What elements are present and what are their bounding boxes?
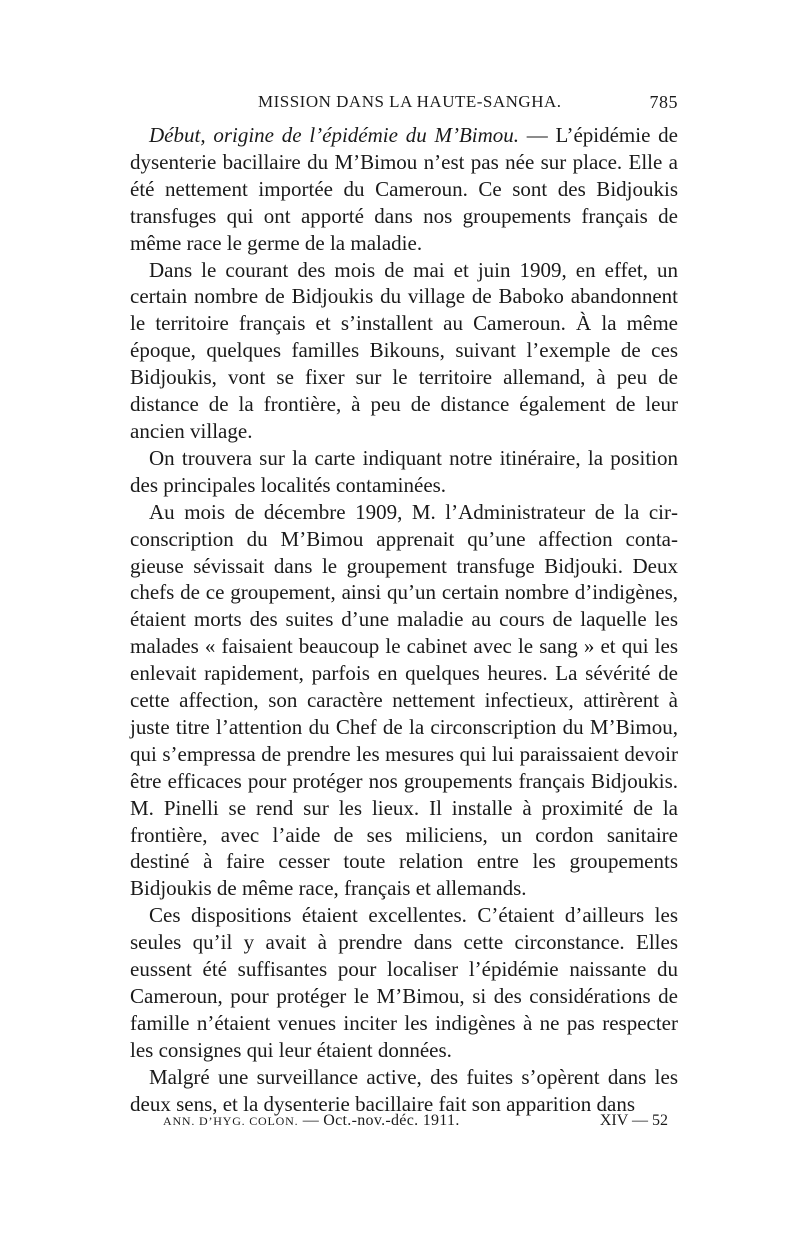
body-text xyxy=(130,122,678,1118)
paragraph: Au mois de décembre 1909, M. l’Administrateur de la circonscription du M’Bimou apprenait qu’une affection contagieuse sévissait dans le groupement transfuge Bidjouki. Deux chefs de ce groupement, ainsi qu’un certain nombre d’indigènes, étaient morts des suites d’une maladie au cours de laquelle les malades « faisaient beaucoup le cabinet avec le sang » et qui les enlevait rapidement, parfois en quelques heures. La sévérité de cette affection, son caractère nettement infectieux, attirèrent à juste titre l’attention du Chef de la circonscription du M’Bimou, qui s’empressa de prendre les mesures qui lui paraissaient devoir être efficaces pour protéger nos groupements français Bidjoukis. M. Pinelli se rend sur les lieux. Il installe à proximité de la frontière, avec l’aide de ses miliciens, un cordon sanitaire destiné à faire cesser toute relation entre les groupements Bidjoukis de même race, français et allemands. xyxy=(130,499,678,901)
document-page xyxy=(130,92,678,1118)
running-title: MISSION DANS LA HAUTE-SANGHA. xyxy=(258,92,562,111)
paragraph: Ces dispositions étaient excellentes. C’étaient d’ailleurs les seules qu’il y avait à prendre dans cette circonstance. Elles eussent été suffisantes pour localiser l’épidémie naissante du Cameroun, pour protéger le M’Bimou, si des considérations de famille n’étaient venues inciter les indigènes à ne pas respecter les consignes qui leur étaient données. xyxy=(130,903,678,1062)
paragraph: On trouvera sur la carte indiquant notre itinéraire, la position des principales localités contaminées. xyxy=(130,445,678,497)
journal-abbreviation: ANN. D’HYG. COLON. xyxy=(163,1114,299,1128)
journal-citation xyxy=(163,1112,460,1130)
paragraph: Dans le courant des mois de mai et juin 1909, en effet, un certain nombre de Bidjoukis du village de Baboko abandonnent le territoire français et s’installent au Cameroun. À la même époque, quelques familles Bikouns, suivant l’exemple de ces Bidjoukis, vont se fixer sur le territoire allemand, à peu de distance de la frontière, à peu de distance également de leur ancien village. xyxy=(130,257,678,443)
paragraph xyxy=(130,122,678,257)
journal-issue: — Oct.-nov.-déc. 1911. xyxy=(298,1112,460,1129)
section-lead-in: Début, origine de l’épidémie du M’Bimou. xyxy=(149,123,520,147)
paragraph: Malgré une surveillance active, des fuites s’opèrent dans les deux sens, et la dysenterie bacillaire fait son apparition dans xyxy=(130,1064,678,1116)
signature-mark: XIV — 52 xyxy=(599,1112,668,1129)
page-number: 785 xyxy=(649,92,678,112)
paragraph-text: — L’épidémie de dysenterie bacillaire du M’Bimou n’est pas née sur place. Elle a été nettement importée du Cameroun. Ce sont des Bidjoukis transfuges qui ont apporté dans nos groupements français de même race le germe de la maladie. xyxy=(130,123,678,255)
running-head xyxy=(130,92,678,122)
page-footer xyxy=(163,1112,668,1138)
